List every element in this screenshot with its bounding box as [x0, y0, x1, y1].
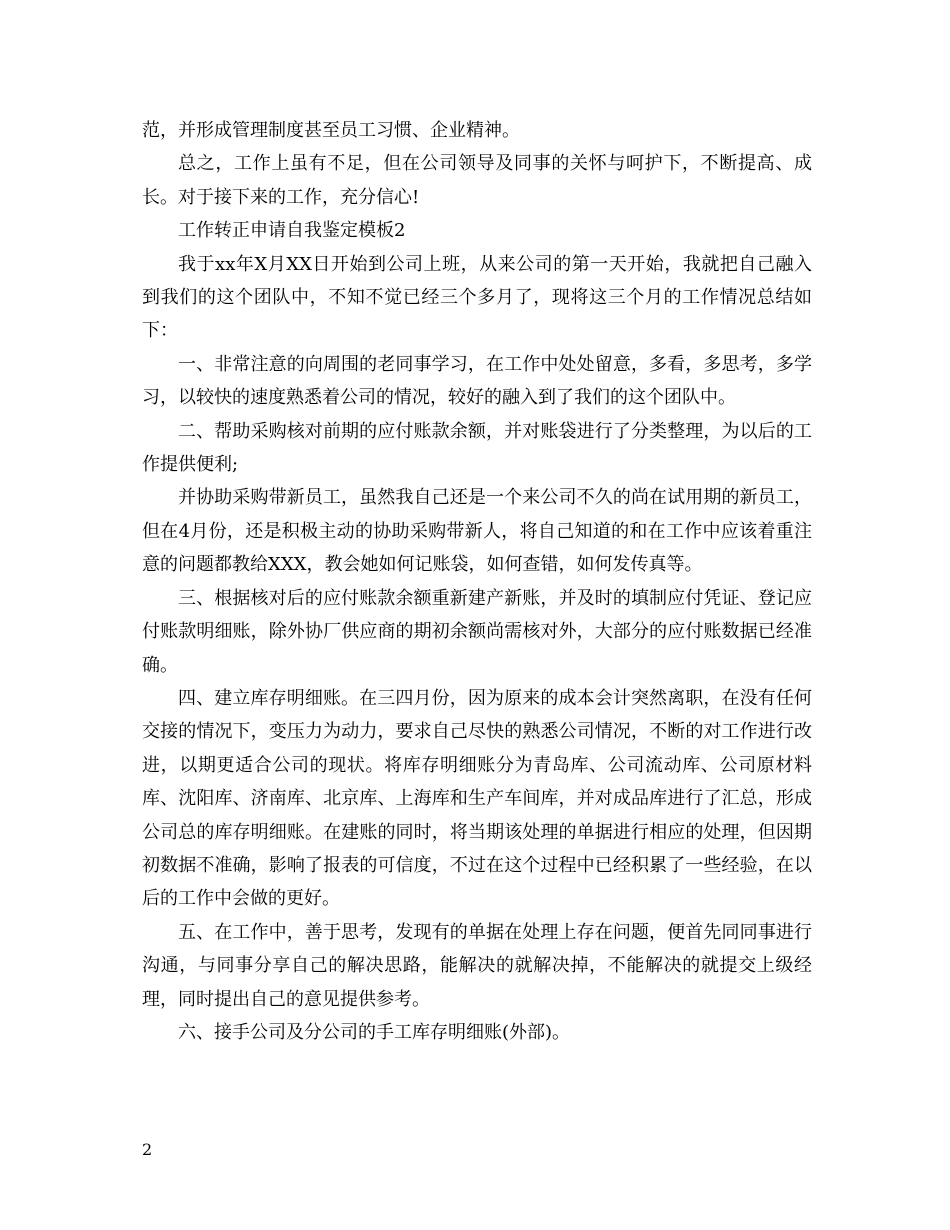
paragraph: 四、建立库存明细账。在三四月份，因为原来的成本会计突然离职，在没有任何交接的情况下，变压力为动力，要求自己尽快的熟悉公司情况，不断的对工作进行改进，以期更适合公司的现状。将库存明细账分为青岛库、公司流动库、公司原材料库、沈阳库、济南库、北京库、上海库和生产车间库，并对成品库进行了汇总，形成公司总的库存明细账。在建账的同时，将当期该处理的单据进行相应的处理，但因期初数据不准确，影响了报表的可信度，不过在这个过程中已经积累了一些经验，在以后的工作中会做的更好。	[142, 687, 812, 910]
paragraph: 并协助采购带新员工，虽然我自己还是一个来公司不久的尚在试用期的新员工，但在4月份，还是积极主动的协助采购带新人，将自己知道的和在工作中应该着重注意的问题都教给XXX，教会她如何记账袋，如何查错，如何发传真等。	[142, 487, 812, 576]
paragraph: 范，并形成管理制度甚至员工习惯、企业精神。	[142, 120, 520, 141]
paragraph: 二、帮助采购核对前期的应付账款余额，并对账袋进行了分类整理，为以后的工作提供便利;	[142, 420, 812, 476]
paragraph: 总之，工作上虽有不足，但在公司领导及同事的关怀与呵护下，不断提高、成长。对于接下来的工作，充分信心!	[142, 153, 812, 208]
paragraph: 五、在工作中，善于思考，发现有的单据在处理上存在问题，便首先同同事进行沟通，与同事分享自己的解决思路，能解决的就解决掉，不能解决的就提交上级经理，同时提出自己的意见提供参考。	[142, 921, 812, 1010]
paragraph: 我于xx年X月XX日开始到公司上班，从来公司的第一天开始，我就把自己融入到我们的这个团队中，不知不觉已经三个多月了，现将这三个月的工作情况总结如下：	[142, 253, 812, 342]
page-number: 2	[142, 1140, 153, 1159]
paragraph: 一、非常注意的向周围的老同事学习，在工作中处处留意，多看，多思考，多学习，以较快的速度熟悉着公司的情况，较好的融入到了我们的这个团队中。	[142, 353, 812, 409]
section-title: 工作转正申请自我鉴定模板2	[178, 220, 406, 242]
paragraph: 三、根据核对后的应付账款余额重新建产新账，并及时的填制应付凭证、登记应付账款明细账，除外协厂供应商的期初余额尚需核对外，大部分的应付账数据已经准确。	[142, 587, 812, 676]
paragraph: 六、接手公司及分公司的手工库存明细账(外部)。	[178, 1021, 571, 1043]
document-body	[142, 114, 812, 1049]
